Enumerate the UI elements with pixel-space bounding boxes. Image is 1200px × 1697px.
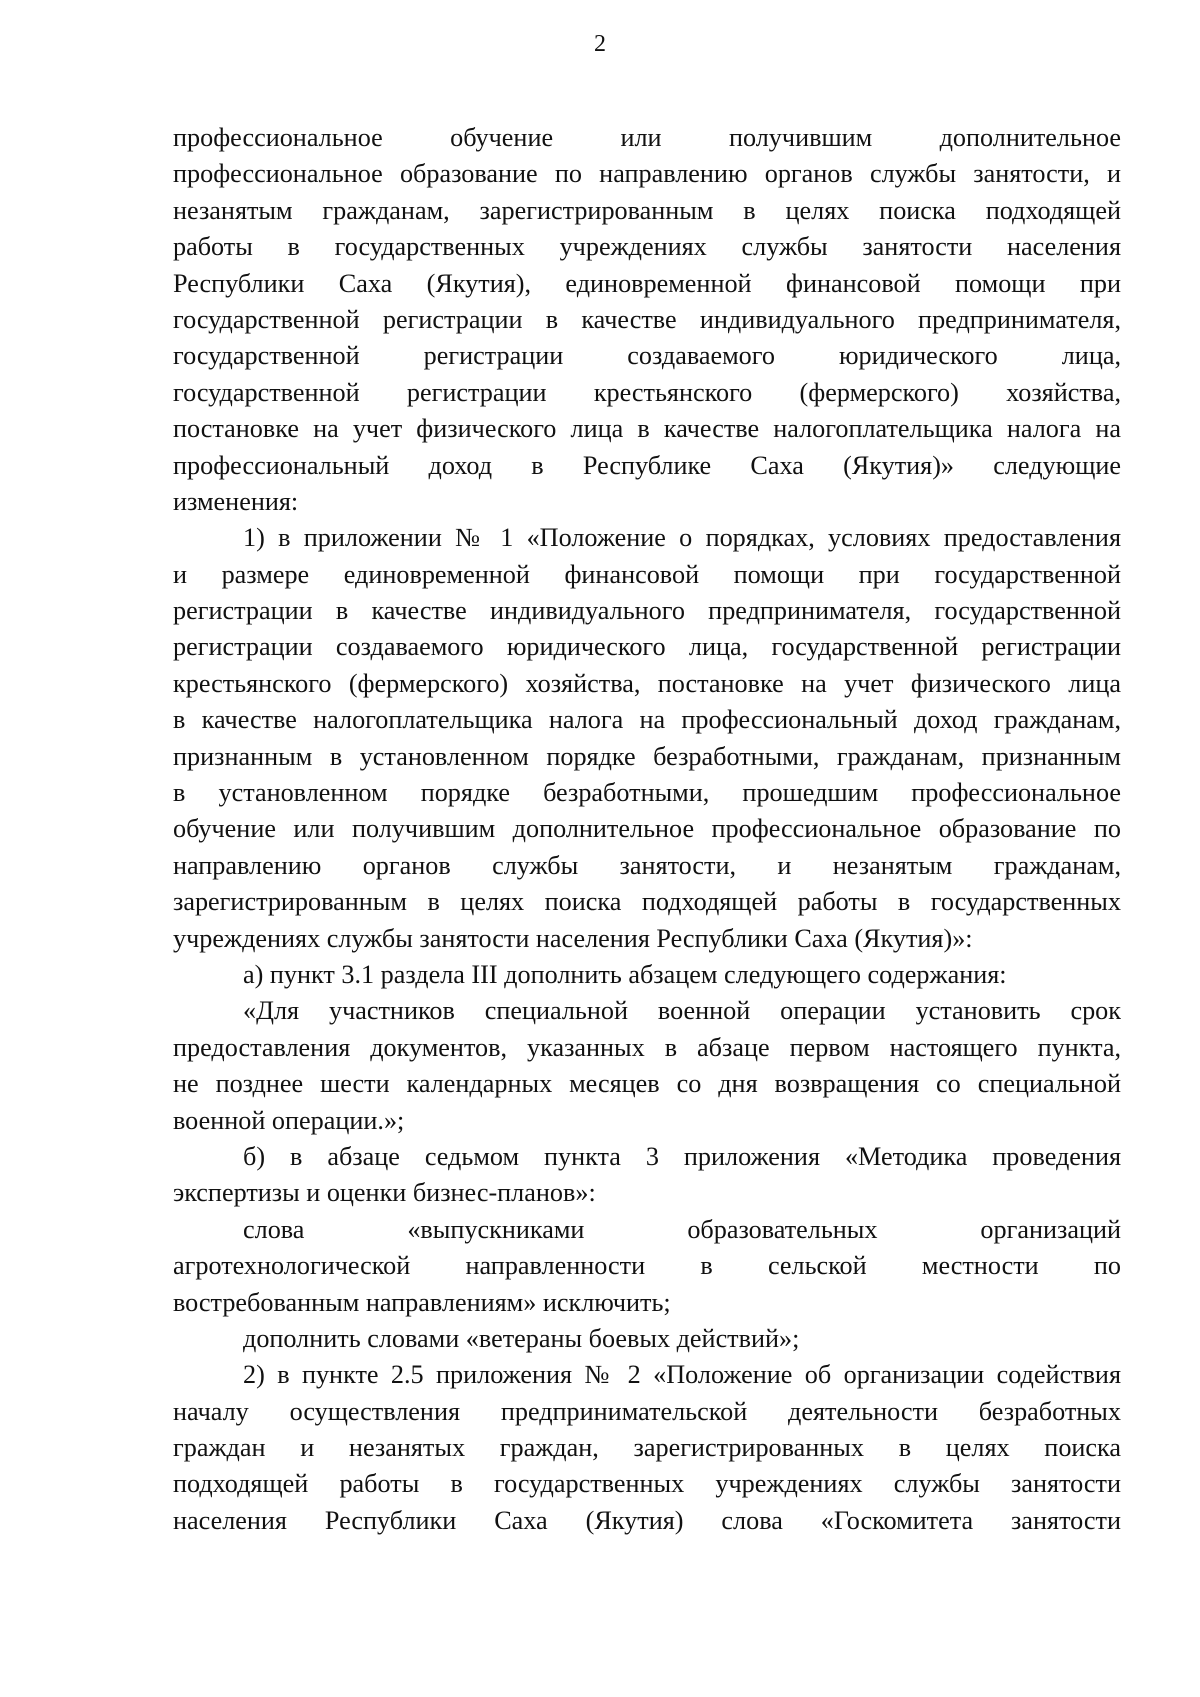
text-line: востребованным направлениям» исключить; — [173, 1287, 671, 1317]
text-line: «Для участников специальной военной операции установить срок — [243, 996, 1121, 1026]
text-line: изменения: — [173, 486, 299, 516]
text-line: профессиональный доход в Республике Саха (Якутия)» следующие — [173, 450, 1121, 480]
text-line: не позднее шести календарных месяцев со дня возвращения со специальной — [173, 1069, 1121, 1099]
text-line: 2) в пункте 2.5 приложения № 2 «Положение об организации содействия — [243, 1360, 1121, 1390]
text-line: Республики Саха (Якутия), единовременной финансовой помощи при — [173, 268, 1121, 298]
text-line: 1) в приложении № 1 «Положение о порядках, условиях предоставления — [243, 523, 1121, 553]
text-line: подходящей работы в государственных учреждениях службы занятости — [173, 1469, 1121, 1499]
text-line: и размере единовременной финансовой помощи при государственной — [173, 559, 1121, 589]
text-line: государственной регистрации создаваемого юридического лица, — [173, 341, 1121, 371]
text-line: государственной регистрации в качестве индивидуального предпринимателя, — [173, 304, 1121, 334]
text-line: постановке на учет физического лица в качестве налогоплательщика налога на — [173, 414, 1121, 444]
text-line: направлению органов службы занятости, и незанятым гражданам, — [173, 850, 1121, 880]
text-line: регистрации создаваемого юридического лица, государственной регистрации — [173, 632, 1121, 662]
text-line: а) пункт 3.1 раздела III дополнить абзацем следующего содержания: — [243, 959, 1007, 989]
text-line: государственной регистрации крестьянского (фермерского) хозяйства, — [173, 377, 1121, 407]
text-line: профессиональное образование по направлению органов службы занятости, и — [173, 159, 1121, 189]
text-line: работы в государственных учреждениях службы занятости населения — [173, 232, 1121, 262]
text-line: профессиональное обучение или получившим дополнительное — [173, 123, 1121, 152]
text-line: военной операции.»; — [173, 1105, 405, 1135]
text-line: дополнить словами «ветераны боевых действий»; — [243, 1323, 800, 1353]
text-line: началу осуществления предпринимательской деятельности безработных — [173, 1396, 1121, 1426]
document-body — [173, 120, 1121, 1539]
text-line: населения Республики Саха (Якутия) слова «Госкомитета занятости — [173, 1505, 1121, 1535]
text-line: крестьянского (фермерского) хозяйства, постановке на учет физического лица — [173, 668, 1121, 698]
page-number: 2 — [594, 31, 606, 57]
text-line: зарегистрированным в целях поиска подходящей работы в государственных — [173, 887, 1121, 917]
text-line: слова «выпускниками образовательных организаций — [243, 1214, 1121, 1244]
text-line: учреждениях службы занятости населения Республики Саха (Якутия)»: — [173, 923, 973, 953]
text-line: незанятым гражданам, зарегистрированным в целях поиска подходящей — [173, 195, 1121, 225]
text-line: экспертизы и оценки бизнес-планов»: — [173, 1178, 596, 1208]
text-line: б) в абзаце седьмом пункта 3 приложения «Методика проведения — [243, 1141, 1121, 1171]
text-line: регистрации в качестве индивидуального предпринимателя, государственной — [173, 596, 1121, 626]
text-line: в качестве налогоплательщика налога на профессиональный доход гражданам, — [173, 705, 1121, 735]
text-line: обучение или получившим дополнительное профессиональное образование по — [173, 814, 1121, 844]
text-line: в установленном порядке безработными, прошедшим профессиональное — [173, 778, 1121, 808]
text-line: агротехнологической направленности в сельской местности по — [173, 1251, 1121, 1281]
text-line: признанным в установленном порядке безработными, гражданам, признанным — [173, 741, 1121, 771]
text-line: предоставления документов, указанных в абзаце первом настоящего пункта, — [173, 1032, 1121, 1062]
text-line: граждан и незанятых граждан, зарегистрированных в целях поиска — [173, 1433, 1121, 1463]
